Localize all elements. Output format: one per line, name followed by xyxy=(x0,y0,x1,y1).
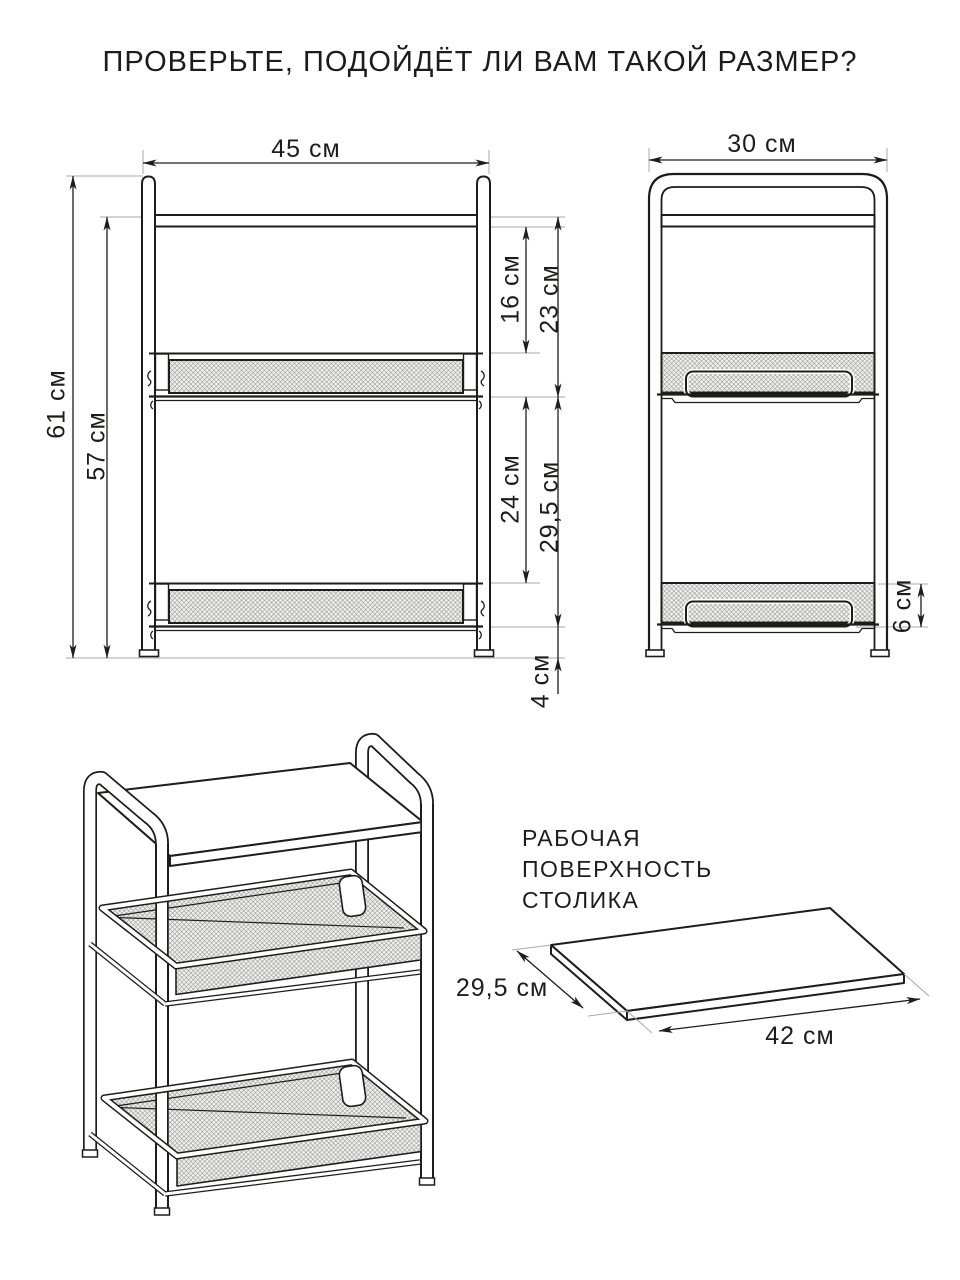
side-top-shelf xyxy=(662,215,875,227)
page-title: ПРОВЕРЬТЕ, ПОДОЙДЁТ ЛИ ВАМ ТАКОЙ РАЗМЕР? xyxy=(102,46,858,78)
worktop-caption-line1: РАБОЧАЯ xyxy=(522,825,642,851)
side-depth-dimension: 30 см xyxy=(727,130,797,158)
front-basket-gap-dimension: 24 см xyxy=(496,454,525,524)
front-top-shelf xyxy=(155,215,477,227)
side-lower-basket xyxy=(657,583,879,633)
worktop-depth-dimension: 29,5 см xyxy=(455,974,549,1002)
front-shelf-gap-dimension: 16 см xyxy=(496,254,525,324)
worktop-caption-line2: ПОВЕРХНОСТЬ xyxy=(522,856,713,882)
front-shelf-rail-gap-dimension: 23 см xyxy=(535,264,564,334)
front-bottom-clearance-dimension: 4 см xyxy=(526,653,555,709)
side-view-drawing xyxy=(646,130,928,657)
front-lower-basket xyxy=(148,584,484,640)
worktop-caption-line3: СТОЛИКА xyxy=(522,887,640,913)
front-left-foot xyxy=(140,650,159,657)
worktop-drawing xyxy=(456,825,929,1050)
front-basket-rail-gap-dimension: 29,5 см xyxy=(535,460,564,554)
front-upper-basket xyxy=(148,354,484,410)
front-right-foot xyxy=(475,650,494,657)
front-view-drawing xyxy=(43,135,566,708)
front-outer-height-dimension: 61 см xyxy=(42,369,71,439)
side-right-foot xyxy=(871,650,889,657)
worktop-width-dimension: 42 см xyxy=(765,1022,835,1050)
perspective-view-drawing xyxy=(83,740,435,1215)
front-width-dimension: 45 см xyxy=(271,135,341,163)
side-left-foot xyxy=(646,650,664,657)
front-inner-height-dimension: 57 см xyxy=(82,411,111,481)
side-upper-basket xyxy=(657,353,879,403)
side-basket-height-dimension: 6 см xyxy=(888,578,917,634)
